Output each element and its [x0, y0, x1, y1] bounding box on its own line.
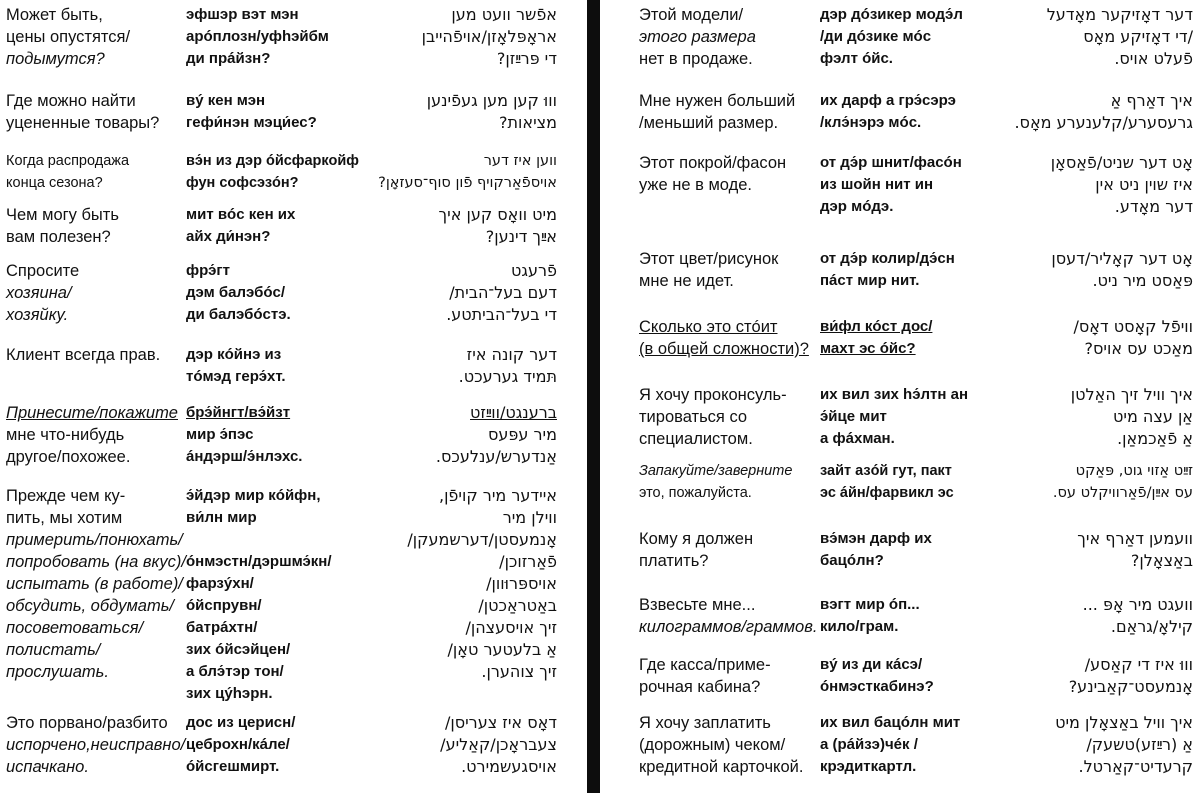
transliteration-text-line: вý из ди кáсэ/	[820, 656, 923, 673]
russian-text-line: специалистом.	[639, 430, 753, 448]
transliteration-text-line: ди балэбóстэ.	[186, 306, 291, 323]
transliteration-text-line: óнмэстн/дэршмэ́кн/	[186, 553, 332, 570]
russian-text-line: (дорожным) чеком/	[639, 736, 786, 754]
russian-text-line: Этот покрой/фасон	[639, 154, 787, 172]
yiddish-text-line: קרעדיט־קאַרטל.	[1078, 757, 1193, 776]
transliteration-text	[186, 150, 401, 194]
russian-text-line: этого размера	[639, 28, 756, 46]
russian-text-line: рочная кабина?	[639, 678, 761, 696]
transliteration-text-line: а (рáйзэ)чéк /	[820, 736, 918, 753]
transliteration-text-line: áндэрш/э́нлэхс.	[186, 448, 303, 465]
right-page	[625, 0, 1203, 793]
russian-text-line: нет в продаже.	[639, 50, 753, 68]
russian-text-line: кредитной карточкой.	[639, 758, 804, 776]
transliteration-text-line: фэлт óйс.	[820, 50, 893, 67]
transliteration-text-line: дэр дóзикер модэ́л	[820, 6, 963, 23]
yiddish-text	[377, 260, 557, 326]
russian-text-line: Прежде чем ку-	[6, 487, 126, 505]
russian-text-line: испытать (в работе)/	[6, 575, 183, 593]
transliteration-text-line: от дэ́р шнит/фасóн	[820, 154, 962, 171]
russian-text-line: Чем могу быть	[6, 206, 119, 224]
yiddish-text-line: פּאַסט מיר ניט.	[1092, 271, 1193, 290]
yiddish-text-line: /די דאָזיקע מאָס	[1083, 27, 1193, 46]
transliteration-text-line: ви́лн мир	[186, 509, 257, 526]
yiddish-text-line: ווילן מיר	[502, 508, 557, 527]
transliteration-text	[186, 402, 401, 468]
russian-text-line: Может быть,	[6, 6, 103, 24]
yiddish-text-line: פֿעלט אויס.	[1114, 49, 1193, 68]
transliteration-text-line: кило/грам.	[820, 618, 899, 635]
transliteration-text	[186, 260, 401, 326]
yiddish-text-line: אויספֿאַרקויף פֿון סוף־סעזאָן?	[378, 175, 557, 191]
transliteration-text-line: гефи́нэн мэци́ес?	[186, 114, 317, 131]
russian-text-line: уже не в моде.	[639, 176, 753, 194]
yiddish-text-line: מיר עפּעס	[488, 425, 557, 444]
yiddish-text-line: די פּרײַזן?	[496, 49, 557, 68]
yiddish-text-line: דער דאָזיקער מאָדעל	[1046, 5, 1193, 24]
yiddish-text	[993, 528, 1193, 572]
russian-text-line: испорчено,неисправно/	[6, 736, 186, 754]
transliteration-text	[186, 90, 401, 134]
transliteration-text-line: от дэ́р колир/дэ́сн	[820, 250, 955, 267]
transliteration-text	[186, 4, 401, 70]
transliteration-text-line: дэм балэбóс/	[186, 284, 286, 301]
russian-text-line: тироваться со	[639, 408, 748, 426]
yiddish-text-line: אַן עצה מיט	[1112, 407, 1193, 426]
russian-text-line: испачкано.	[6, 758, 89, 776]
yiddish-text	[993, 316, 1193, 360]
transliteration-text-line: брэ́йнгт/вэ́йзт	[186, 404, 291, 421]
russian-text-line: вам полезен?	[6, 228, 111, 246]
transliteration-text-line: батрáхтн/	[186, 619, 258, 636]
yiddish-text-line: די בעל־הביתטע.	[446, 305, 557, 324]
russian-text-line: цены опустятся/	[6, 28, 131, 46]
russian-text-line: это, пожалуйста.	[639, 485, 752, 501]
yiddish-text	[993, 4, 1193, 70]
yiddish-text	[377, 204, 557, 248]
yiddish-text-line: פֿאַרזוכן/	[499, 552, 557, 571]
transliteration-text-line: э́йце мит	[820, 408, 887, 425]
russian-text-line: пить, мы хотим	[6, 509, 123, 527]
yiddish-text-line: מאַכט עס אויס?	[1084, 339, 1193, 358]
yiddish-text	[993, 460, 1193, 504]
yiddish-text	[993, 152, 1193, 218]
russian-text-line: Этой модели/	[639, 6, 744, 24]
yiddish-text	[993, 654, 1193, 698]
yiddish-text-line: אײַך דינען?	[485, 227, 557, 246]
transliteration-text-line: зайт азóй гут, пакт	[820, 463, 952, 479]
yiddish-text-line: אָט דער קאָליר/דעסן	[1051, 249, 1193, 268]
russian-text-line: Принесите/покажите	[6, 404, 178, 422]
transliteration-text	[186, 344, 401, 388]
russian-text-line: прослушать.	[6, 663, 109, 681]
yiddish-text-line: קילאָ/גראַם.	[1110, 617, 1193, 636]
yiddish-text	[377, 4, 557, 70]
transliteration-text-line: из шойн нит ин	[820, 176, 934, 193]
russian-text-line: Сколько это стóит	[639, 318, 778, 336]
yiddish-text-line: אויספּרוּוון/	[486, 574, 557, 593]
russian-text-line: Спросите	[6, 262, 80, 280]
yiddish-text-line: מציאות?	[499, 113, 557, 132]
transliteration-text-line: /ди дóзике мóс	[820, 28, 932, 45]
yiddish-text-line: וווּ איז די קאַסע/	[1084, 655, 1193, 674]
russian-text-line: Я хочу проконсуль-	[639, 386, 787, 404]
yiddish-text-line: אויסגעשמירט.	[461, 757, 557, 776]
yiddish-text-line: תּמיד גערעכט.	[458, 367, 557, 386]
russian-text-line: мне не идет.	[639, 272, 734, 290]
transliteration-text-line: зих цýhэрн.	[186, 685, 273, 702]
transliteration-text	[186, 204, 401, 248]
transliteration-text-line: óнмэсткабинэ?	[820, 678, 934, 695]
russian-text-line: обсудить, обдумать/	[6, 597, 174, 615]
yiddish-text	[377, 150, 557, 194]
russian-text-line: примерить/понюхать/	[6, 531, 183, 549]
yiddish-text	[377, 344, 557, 388]
yiddish-text-line: ברענגט/ווײַזט	[470, 403, 557, 422]
russian-text-line: хозяйку.	[6, 306, 69, 324]
yiddish-text-line: אראָפּלאָזן/אויפֿהייבן	[421, 27, 557, 46]
russian-text-line: подымутся?	[6, 50, 105, 68]
transliteration-text-line: пáст мир нит.	[820, 272, 920, 289]
yiddish-text-line: אַ (רײַזע)טשעק/	[1086, 735, 1193, 754]
transliteration-text-line: вэ́мэн дарф их	[820, 530, 932, 547]
transliteration-text-line: их дарф а грэ́сэрэ	[820, 92, 956, 109]
yiddish-text-line: עס אײַן/פֿאַרוויקלט עס.	[1052, 485, 1193, 501]
russian-text-line: Запакуйте/заверните	[639, 463, 793, 479]
transliteration-text-line: цеброхн/кáле/	[186, 736, 290, 753]
transliteration-text-line: дэр кóйнэ из	[186, 346, 282, 363]
yiddish-text-line: דער מאָדע.	[1114, 197, 1193, 216]
transliteration-text-line: а фáхман.	[820, 430, 895, 447]
transliteration-text-line: э́йдэр мир кóйфн,	[186, 487, 321, 504]
russian-text-line: Где можно найти	[6, 92, 136, 110]
yiddish-text	[993, 712, 1193, 778]
russian-text-line: (в общей сложности)?	[639, 340, 809, 358]
transliteration-text-line	[186, 529, 401, 551]
yiddish-text-line: אָנמעסט־קאַבינע?	[1068, 677, 1193, 696]
transliteration-text-line: их вил бацóлн мит	[820, 714, 961, 731]
yiddish-text-line: באַטראַכטן/	[478, 596, 557, 615]
yiddish-text-line: אַ בלעטער טאָן/	[447, 640, 557, 659]
transliteration-text-line: вэгт мир óп...	[820, 596, 920, 613]
russian-text-line: хозяина/	[6, 284, 72, 302]
transliteration-text-line: крэдиткартл.	[820, 758, 917, 775]
russian-text-line: Это порвано/разбито	[6, 714, 168, 732]
yiddish-text-line: מיט וואָס קען איך	[438, 205, 557, 224]
yiddish-text-line: אפֿשר וועט מען	[451, 5, 557, 24]
russian-text-line: Клиент всегда прав.	[6, 346, 161, 364]
left-page	[0, 0, 565, 793]
transliteration-text	[186, 712, 401, 778]
russian-text-line: уцененные товары?	[6, 114, 160, 132]
yiddish-text-line: וועגט מיר אָפּ ...	[1082, 595, 1193, 614]
russian-text-line: Взвесьте мне...	[639, 596, 756, 614]
transliteration-text-line: ви́фл кóст дос/	[820, 318, 933, 335]
yiddish-text-line: זײַט אַזוי גוט, פּאַקט	[1075, 463, 1193, 479]
russian-text-line: /меньший размер.	[639, 114, 779, 132]
russian-text-line: посоветоваться/	[6, 619, 144, 637]
transliteration-text-line: дэр мóдэ.	[820, 198, 894, 215]
yiddish-text-line: אָט דער שניט/פֿאַסאָן	[1050, 153, 1193, 172]
yiddish-text	[377, 712, 557, 778]
yiddish-text-line: ווען איז דער	[483, 153, 557, 169]
yiddish-text-line: אָנמעסטן/דערשמעקן/	[407, 530, 557, 549]
russian-text-line: Где касса/приме-	[639, 656, 771, 674]
russian-text-line: попробовать (на вкус)/	[6, 553, 186, 571]
russian-text-line: Когда распродажа	[6, 153, 130, 169]
transliteration-text-line: óйспрувн/	[186, 597, 262, 614]
transliteration-text-line: /клэ́нэрэ мóс.	[820, 114, 922, 131]
yiddish-text-line: באַצאָלן?	[1130, 551, 1193, 570]
transliteration-text-line: а блэ́тэр тон/	[186, 663, 284, 680]
transliteration-text-line: вý кен мэн	[186, 92, 266, 109]
russian-text-line: Кому я должен	[639, 530, 754, 548]
yiddish-text	[377, 90, 557, 134]
yiddish-text-line: איך וויל באַצאָלן מיט	[1055, 713, 1193, 732]
yiddish-text-line: דאָס איז צעריסן/	[444, 713, 557, 732]
russian-text-line: Мне нужен больший	[639, 92, 796, 110]
yiddish-text-line: איז שוין ניט אין	[1095, 175, 1193, 194]
transliteration-text-line: зих óйсэйцен/	[186, 641, 291, 658]
yiddish-text-line: גרעסערע/קלענערע מאָס.	[1014, 113, 1193, 132]
transliteration-text-line: бацóлн?	[820, 552, 884, 569]
russian-text-line: другое/похожее.	[6, 448, 131, 466]
transliteration-text-line: эфшэр вэт мэн	[186, 6, 299, 23]
yiddish-text-line: צעבראָכן/קאַליע/	[440, 735, 557, 754]
transliteration-text-line: мит вóс кен их	[186, 206, 296, 223]
russian-text-line: платить?	[639, 552, 709, 570]
yiddish-text-line: זיך צוהערן.	[481, 662, 557, 681]
yiddish-text	[993, 594, 1193, 638]
yiddish-text	[993, 90, 1193, 134]
yiddish-text-line: דעם בעל־הבית/	[449, 283, 557, 302]
yiddish-text-line: דער קונה איז	[466, 345, 557, 364]
yiddish-text	[377, 485, 557, 683]
yiddish-text	[377, 402, 557, 468]
transliteration-text-line: айх ди́нэн?	[186, 228, 271, 245]
yiddish-text-line: אַ פֿאַכמאַן.	[1117, 429, 1193, 448]
transliteration-text-line: арóплозн/уфhэйбм	[186, 28, 329, 45]
transliteration-text-line: фрэ́гт	[186, 262, 230, 279]
transliteration-text-line: вэ́н из дэр óйсфаркойф	[186, 153, 359, 169]
transliteration-text-line: тóмэд герэ́хт.	[186, 368, 286, 385]
yiddish-text-line: וועמען דאַרף איך	[1077, 529, 1193, 548]
transliteration-text-line: махт эс óйс?	[820, 340, 916, 357]
russian-text-line: Этот цвет/рисунок	[639, 250, 779, 268]
yiddish-text-line: פֿרעגט	[510, 261, 557, 280]
russian-text-line: Я хочу заплатить	[639, 714, 771, 732]
transliteration-text-line: фарзýхн/	[186, 575, 254, 592]
russian-text-line: полистать/	[6, 641, 101, 659]
russian-text-line: мне что-нибудь	[6, 426, 125, 444]
yiddish-text-line: איידער מיר קויפֿן,	[438, 486, 557, 505]
yiddish-text-line: וויפֿל קאָסט דאָס/	[1073, 317, 1193, 336]
transliteration-text-line: дос из церисн/	[186, 714, 296, 731]
transliteration-text-line: ди прáйзн?	[186, 50, 271, 67]
transliteration-text-line: их вил зих hэ́лтн ан	[820, 386, 969, 403]
yiddish-text	[993, 248, 1193, 292]
transliteration-text	[186, 485, 401, 705]
yiddish-text-line: אַנדערש/ענלעכס.	[435, 447, 557, 466]
yiddish-text-line: וווּ קען מען געפֿינען	[426, 91, 557, 110]
yiddish-text-line: איך וויל זיך האַלטן	[1070, 385, 1193, 404]
transliteration-text-line: фун софсэзóн?	[186, 175, 299, 191]
transliteration-text-line: мир э́пэс	[186, 426, 254, 443]
yiddish-text-line: זיך אויסעצהן/	[465, 618, 557, 637]
book-gutter	[587, 0, 600, 793]
yiddish-text	[993, 384, 1193, 450]
russian-text-line: конца сезона?	[6, 175, 103, 191]
transliteration-text-line: óйсгешмирт.	[186, 758, 280, 775]
russian-text-line: килограммов/граммов.	[639, 618, 818, 636]
transliteration-text-line: эс áйн/фарвикл эс	[820, 485, 954, 501]
yiddish-text-line: איך דאַרף אַ	[1110, 91, 1193, 110]
